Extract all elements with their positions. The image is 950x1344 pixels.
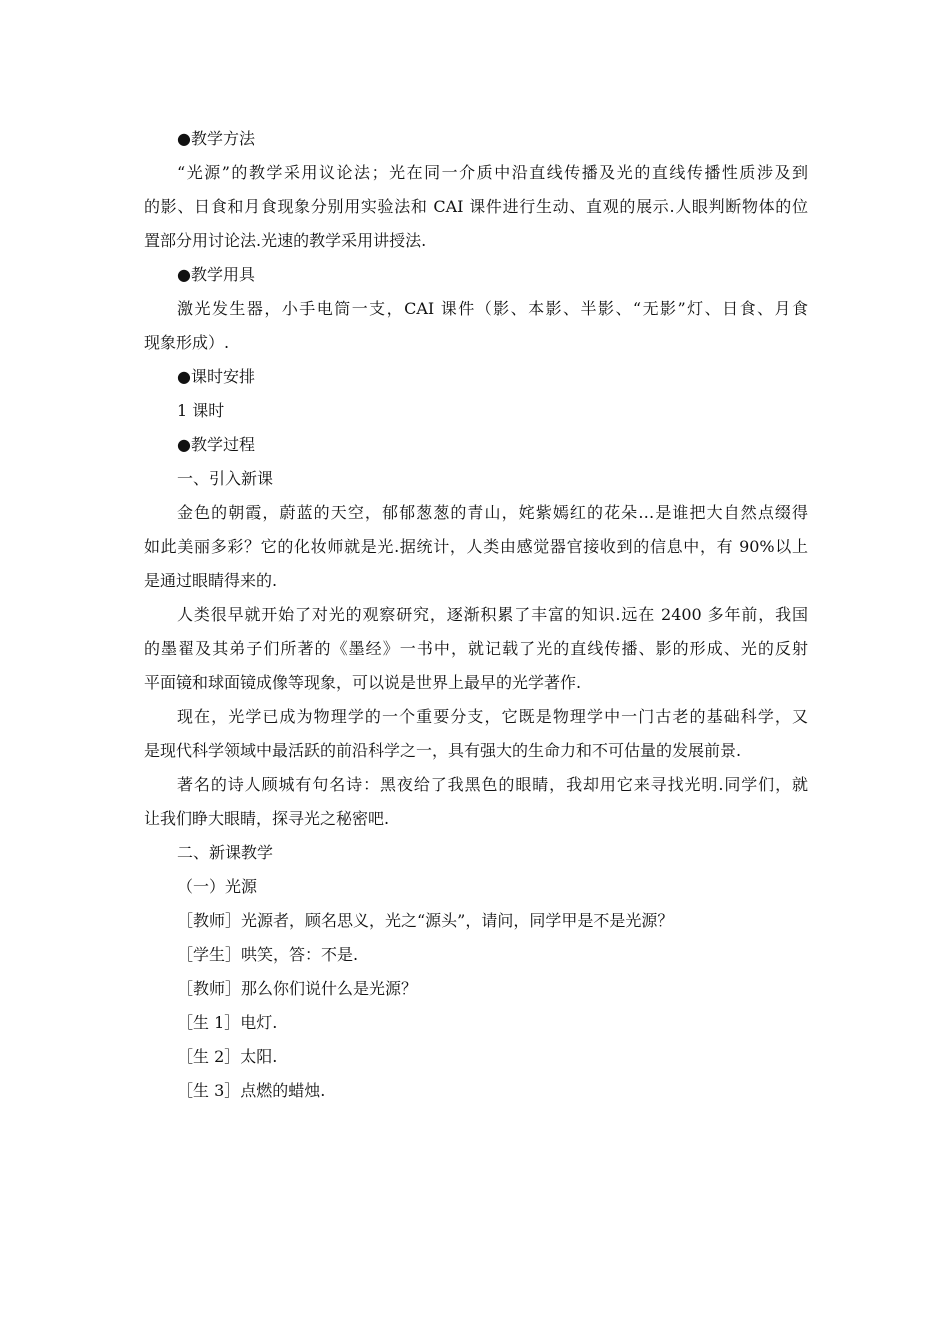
paragraph-line: 金色的朝霞，蔚蓝的天空，郁郁葱葱的青山，姹紫嫣红的花朵…是谁把大自然点缀得 — [177, 503, 808, 522]
dialogue-line: ［学生］哄笑，答：不是. — [177, 945, 359, 964]
section-heading-new-lesson: 二、新课教学 — [177, 843, 274, 862]
paragraph-line: 如此美丽多彩？它的化妆师就是光.据统计，人类由感觉器官接收到的信息中，有 90%以上 — [144, 537, 808, 556]
paragraph-line: 平面镜和球面镜成像等现象，可以说是世界上最早的光学著作. — [144, 673, 582, 692]
paragraph-line: 的影、日食和月食现象分别用实验法和 CAI 课件进行生动、直观的展示.人眼判断物体的位 — [144, 197, 808, 216]
paragraph-line: 的墨翟及其弟子们所著的《墨经》一书中，就记载了光的直线传播、影的形成、光的反射 — [144, 639, 808, 658]
heading-schedule: ●课时安排 — [177, 367, 255, 386]
dialogue-line: ［生 3］点燃的蜡烛. — [177, 1081, 326, 1100]
paragraph-line: 著名的诗人顾城有句名诗：黑夜给了我黑色的眼睛，我却用它来寻找光明.同学们，就 — [177, 775, 808, 794]
paragraph-line: 现象形成）. — [144, 333, 230, 352]
paragraph-line: 现在，光学已成为物理学的一个重要分支，它既是物理学中一门古老的基础科学，又 — [177, 707, 808, 726]
heading-teaching-method: ●教学方法 — [177, 129, 255, 148]
dialogue-line: ［生 2］太阳. — [177, 1047, 278, 1066]
subsection-heading-light-source: （一）光源 — [177, 877, 258, 896]
paragraph-line: 让我们睁大眼睛，探寻光之秘密吧. — [144, 809, 390, 828]
dialogue-line: ［教师］光源者，顾名思义，光之“源头”，请问，同学甲是不是光源？ — [177, 911, 674, 930]
paragraph-line: 人类很早就开始了对光的观察研究，逐渐积累了丰富的知识.远在 2400 多年前，我国 — [177, 605, 808, 624]
paragraph-line: 是现代科学领域中最活跃的前沿科学之一，具有强大的生命力和不可估量的发展前景. — [144, 741, 742, 760]
paragraph-line: 置部分用讨论法.光速的教学采用讲授法. — [144, 231, 427, 250]
dialogue-line: ［教师］那么你们说什么是光源？ — [177, 979, 418, 998]
heading-teaching-process: ●教学过程 — [177, 435, 255, 454]
paragraph-line: 激光发生器，小手电筒一支，CAI 课件（影、本影、半影、“无影”灯、日食、月食 — [177, 299, 808, 318]
section-heading-intro: 一、引入新课 — [177, 469, 274, 488]
heading-teaching-tools: ●教学用具 — [177, 265, 255, 284]
document-body — [144, 122, 808, 1108]
dialogue-line: ［生 1］电灯. — [177, 1013, 278, 1032]
paragraph-line: “光源”的教学采用议论法；光在同一介质中沿直线传播及光的直线传播性质涉及到 — [177, 163, 808, 182]
paragraph-line: 1 课时 — [177, 401, 225, 420]
paragraph-line: 是通过眼睛得来的. — [144, 571, 278, 590]
